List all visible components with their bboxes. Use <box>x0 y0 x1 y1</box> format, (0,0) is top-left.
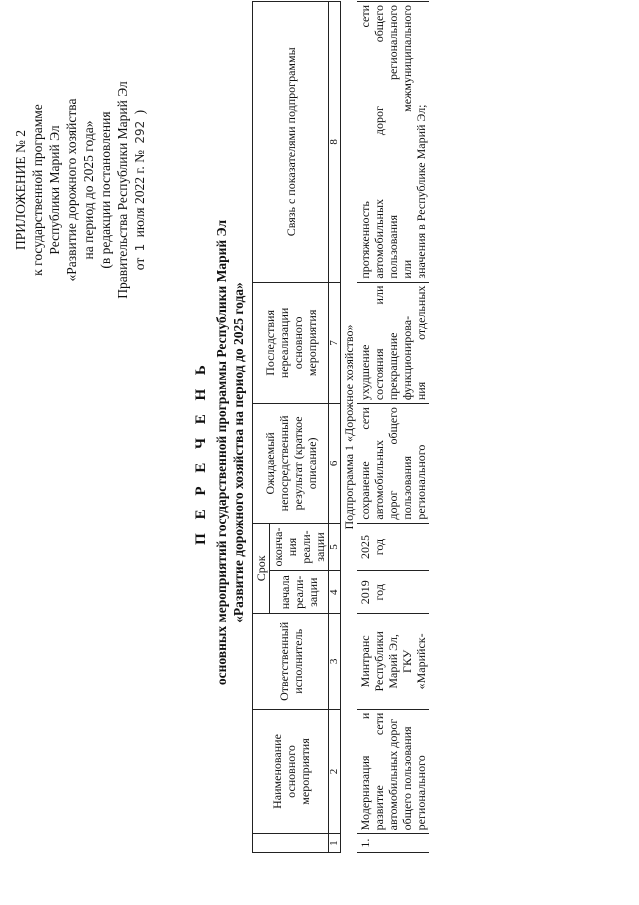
column-number: 5 <box>329 523 341 571</box>
header-cell-indicator: Связь с показателями подпрограммы <box>253 2 329 283</box>
header-cell-end: оконча-ния реали-зации <box>270 523 329 571</box>
column-number: 8 <box>329 2 341 283</box>
row-name-line: Модернизация и <box>358 712 372 831</box>
measures-table <box>252 1 429 853</box>
date-prefix: от <box>132 257 147 271</box>
row-name-line: регионального <box>414 755 428 831</box>
row-indicator-line: протяженность сети <box>358 5 372 279</box>
row-result-line: дорог общего <box>386 407 400 520</box>
column-number: 7 <box>329 282 341 404</box>
row-result-line: пользования <box>400 456 414 520</box>
date-rest: июля 2022 г. № <box>132 149 147 238</box>
row-indicator-line: значения в Республике Марий Эл; <box>414 104 428 279</box>
column-number: 6 <box>329 404 341 523</box>
row-consequence-line: ухудшение <box>358 344 372 401</box>
row-name-line: развитие сети <box>372 712 386 831</box>
row-name-line: автомобильных дорог <box>386 718 400 831</box>
row-result-line: сохранение сети <box>358 407 372 520</box>
row-name-line: общего пользования <box>400 726 414 831</box>
row-start-line: год <box>372 584 386 601</box>
appendix-line: «Развитие дорожного хозяйства <box>64 98 79 282</box>
row-executor <box>357 614 429 710</box>
row-consequence-line: прекращение <box>386 332 400 401</box>
appendix-line: (в редакции постановления <box>98 111 113 269</box>
appendix-line: на период до 2025 года» <box>81 120 96 260</box>
header-cell-result: Ожидаемый непосредственный результат (краткое описание) <box>253 404 329 523</box>
row-start <box>357 571 429 614</box>
column-number-row <box>329 2 341 853</box>
row-name <box>357 709 429 834</box>
row-start-line: 2019 <box>358 580 372 605</box>
row-number: 1. <box>357 834 429 853</box>
document-title: П Е Р Е Ч Е Н Ь <box>193 360 209 545</box>
row-executor-line: «Марийск- <box>414 633 428 690</box>
row-consequence-line: функционирова- <box>400 315 414 401</box>
row-indicator-line: или межмуниципального <box>400 5 414 279</box>
header-cell-executor: Ответственный исполнитель <box>253 614 329 710</box>
appendix-line: к государственной программе <box>30 104 45 276</box>
row-consequence-line: ния отдельных <box>414 285 428 401</box>
header-cell-start: начала реали-зации <box>270 571 329 614</box>
header-cell-name: Наименование основного мероприятия <box>253 709 329 834</box>
row-end-line: год <box>372 538 386 556</box>
subprogram-title: Подпрограмма 1 «Дорожное хозяйство» <box>341 2 358 853</box>
column-number: 3 <box>329 614 341 710</box>
row-end-line: 2025 <box>358 535 372 560</box>
date-day: 1 <box>133 243 147 252</box>
row-executor-line: Республики <box>372 631 386 692</box>
row-indicator-line: пользования регионального <box>386 5 400 279</box>
row-executor-line: Минтранс <box>358 635 372 688</box>
header-row <box>253 2 270 853</box>
header-cell-term: Срок <box>253 523 270 613</box>
document-subtitle-2: «Развитие дорожного хозяйства на период до 2025 года» <box>231 282 246 623</box>
document-subtitle-1: основных мероприятий государственной программы Республики Марий Эл <box>214 219 229 686</box>
row-end <box>357 523 429 571</box>
row-executor-line: ГКУ <box>400 649 414 673</box>
appendix-title: ПРИЛОЖЕНИЕ № 2 <box>13 129 28 251</box>
appendix-date-line <box>131 5 149 375</box>
header-cell-num <box>253 834 329 853</box>
row-consequence-line: состояния или <box>372 285 386 401</box>
date-suffix: ) <box>132 109 147 115</box>
column-number: 4 <box>329 571 341 614</box>
row-result-line: регионального <box>414 444 428 520</box>
table-row <box>357 2 429 853</box>
date-number: 292 <box>133 120 147 144</box>
subprogram-row <box>341 2 358 853</box>
appendix-line: Республики Марий Эл <box>47 125 62 255</box>
appendix-block <box>12 5 149 375</box>
column-number: 2 <box>329 709 341 834</box>
appendix-line: Правительства Республики Марий Эл <box>115 81 130 299</box>
column-number: 1 <box>329 834 341 853</box>
row-indicator <box>357 2 429 283</box>
header-cell-consequence: Последствия нереализации основного мероприятия <box>253 282 329 404</box>
row-indicator-line: автомобильных дорог общего <box>372 5 386 279</box>
row-result <box>357 404 429 523</box>
row-result-line: автомобильных <box>372 440 386 520</box>
row-consequence <box>357 282 429 404</box>
row-executor-line: Марий Эл, <box>386 634 400 689</box>
